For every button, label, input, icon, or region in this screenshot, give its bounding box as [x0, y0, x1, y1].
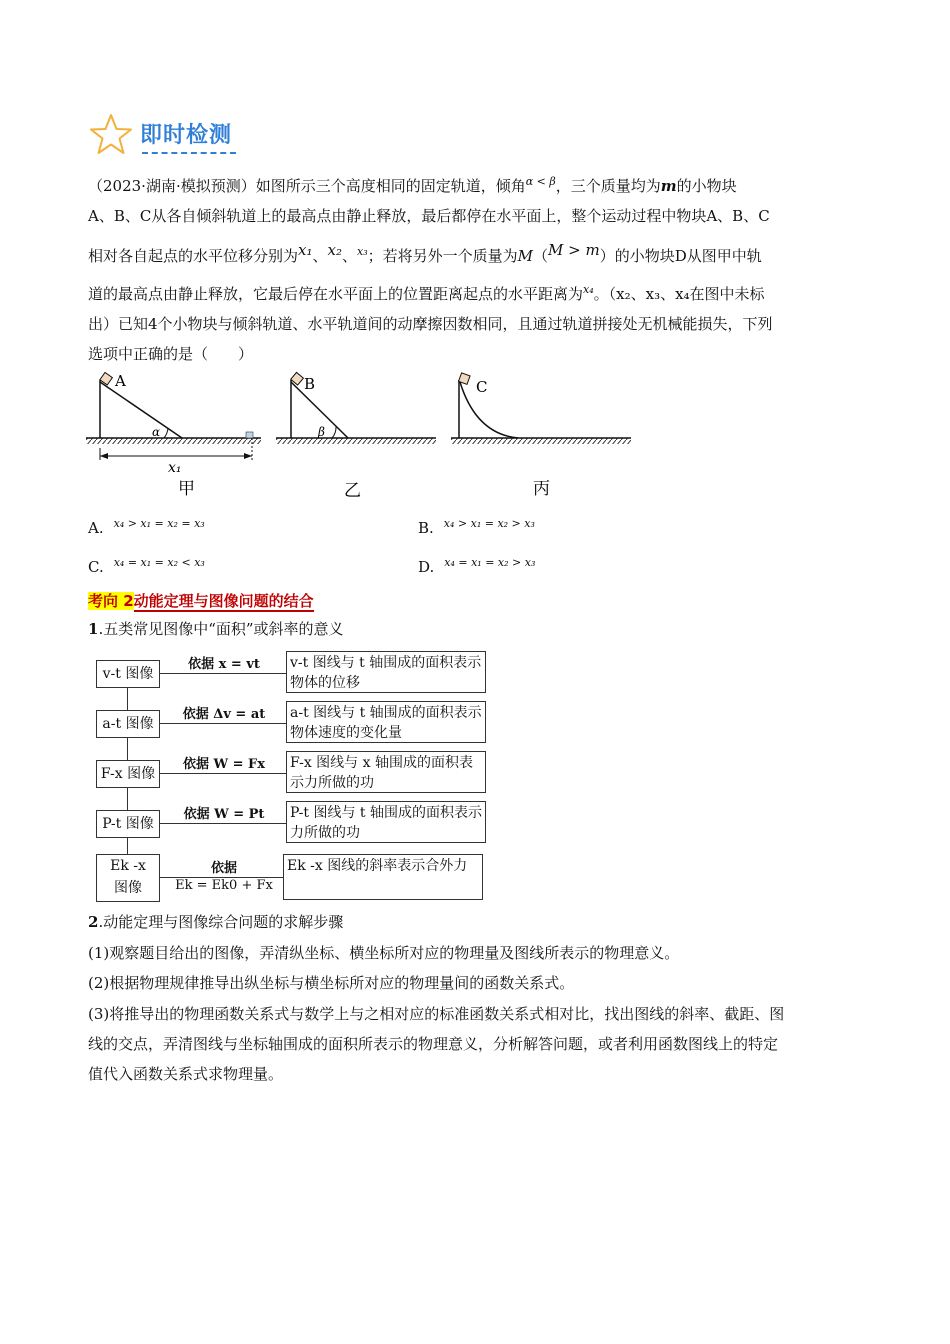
row-at-left: a-t 图像	[96, 710, 160, 738]
option-b[interactable]: B. $^{x_4 > x_1 = x_2 > x_3}$	[418, 517, 535, 537]
caption-bing: 丙	[533, 479, 550, 499]
question-line-5: 出）已知4个小物块与倾斜轨道、水平轨道间的动摩擦因数相同，且通过轨道拼接处无机械能损失，下列	[88, 315, 773, 333]
question-line-4: 道的最高点由静止释放，它最后停在水平面上的位置距离起点的水平距离为$^{x_4}$。（x₂、x₃、x₄在图中未标	[88, 283, 765, 303]
row-fx-right: F-x 图线与 x 轴围成的面积表示力所做的功	[286, 751, 486, 793]
step-3-line-2: 线的交点，弄清图线与坐标轴围成的面积所表示的物理意义，分析解答问题，或者利用函数图线上的特定	[88, 1035, 779, 1053]
option-c[interactable]: C. $^{x_4 = x_1 = x_2 < x_3}$	[88, 556, 205, 576]
row-vt-right: v-t 图线与 t 轴围成的面积表示物体的位移	[286, 651, 486, 693]
label-alpha: α	[152, 425, 161, 439]
row-ekx-right: Ek -x 图线的斜率表示合外力	[283, 854, 483, 900]
track-figure	[86, 368, 646, 508]
row-at-right: a-t 图线与 t 轴围成的面积表示物体速度的变化量	[286, 701, 486, 743]
step-1: (1)观察题目给出的图像，弄清纵坐标、横坐标所对应的物理量及图线所表示的物理意义。	[88, 944, 680, 962]
label-B: B	[304, 375, 316, 393]
step-3-line-1: (3)将推导出的物理函数关系式与数学上与之相对应的标准函数关系式相对比，找出图线的斜率、截距、图	[88, 1005, 785, 1023]
question-line-3: 相对各自起点的水平位移分别为x₁、x₂、$^{x_3}$；若将另外一个质量为M（M > m）的小物块D从图甲中轨	[88, 241, 762, 265]
label-x1: x₁	[168, 460, 182, 476]
row-pt-right: P-t 图线与 t 轴围成的面积表示力所做的功	[286, 801, 486, 843]
row-vt-basis: 依据 x = vt	[188, 657, 260, 672]
heading-title: 即时检测	[140, 123, 233, 148]
heading-underline	[142, 152, 236, 154]
row-ekx-left: Ek -x 图像	[96, 854, 160, 902]
step-2: (2)根据物理规律推导出纵坐标与横坐标所对应的物理量间的函数关系式。	[88, 974, 575, 992]
row-fx-left: F-x 图像	[96, 760, 160, 788]
option-a[interactable]: A. $^{x_4 > x_1 = x_2 = x_3}$	[88, 517, 205, 537]
label-C: C	[476, 378, 488, 396]
section-label: 考向 2动能定理与图像问题的结合	[88, 592, 314, 610]
track-bing	[451, 373, 631, 444]
label-beta: β	[318, 425, 325, 439]
question-line-6: 选项中正确的是（ ）	[88, 345, 254, 363]
track-yi	[276, 372, 436, 444]
row-at-basis: 依据 Δv = at	[182, 707, 266, 722]
track-jia	[86, 372, 261, 476]
row-pt-basis: 依据 W = Pt	[183, 807, 265, 822]
row-fx-basis: 依据 W = Fx	[182, 757, 266, 772]
point-2: 2.动能定理与图像综合问题的求解步骤	[88, 913, 344, 931]
step-3-line-3: 值代入函数关系式求物理量。	[88, 1065, 284, 1083]
row-ekx-basis-2: Ek = Ek0 + Fx	[175, 878, 273, 893]
caption-yi: 乙	[344, 481, 361, 501]
caption-jia: 甲	[178, 479, 195, 499]
star-icon	[88, 112, 134, 158]
option-d[interactable]: D. $^{x_4 = x_1 = x_2 > x_3}$	[418, 556, 536, 576]
label-A: A	[115, 372, 126, 390]
row-pt-left: P-t 图像	[96, 810, 160, 838]
question-line-2: A、B、C从各自倾斜轨道上的最高点由静止释放，最后都停在水平面上，整个运动过程中物块A、B、C	[88, 207, 770, 225]
point-1: 1.五类常见图像中“面积”或斜率的意义	[88, 620, 344, 638]
row-ekx-basis-1: 依据	[210, 861, 237, 876]
question-line-1: （2023·湖南·模拟预测）如图所示三个高度相同的固定轨道，倾角$^{\alpha < \beta}$，三个质量均为m的小物块	[88, 175, 737, 195]
row-vt-left: v-t 图像	[96, 660, 160, 688]
